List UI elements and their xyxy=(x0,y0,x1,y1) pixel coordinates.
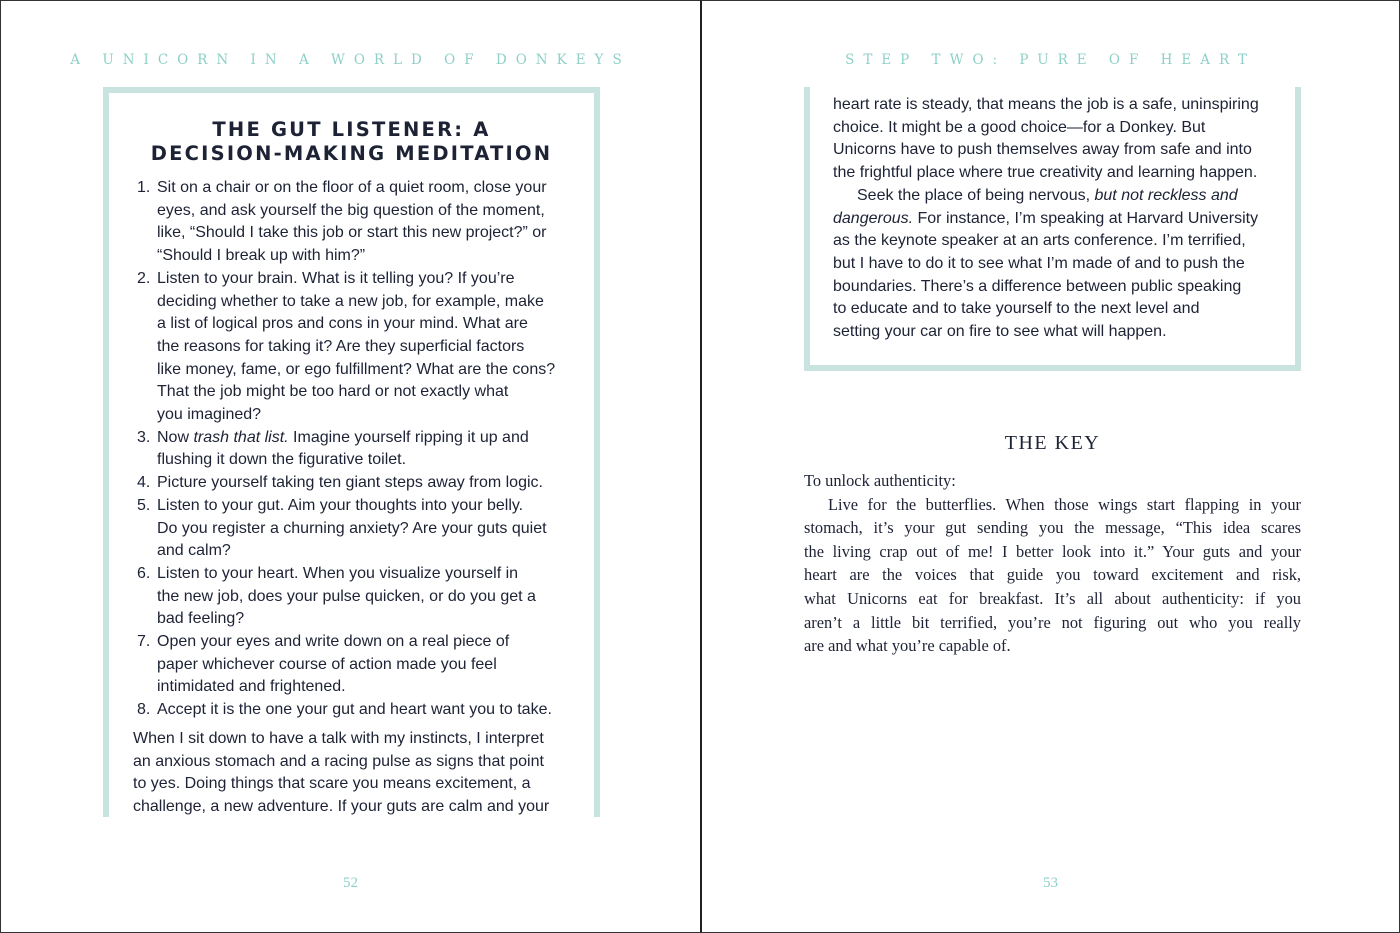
section-heading: THE KEY xyxy=(1004,432,1101,454)
step-number: 5. xyxy=(137,496,151,514)
paragraph-emphasis: but not reckless and xyxy=(1094,186,1238,204)
sidebar-title-line: THE GUT LISTENER: A xyxy=(212,118,491,141)
sidebar-title xyxy=(109,118,594,166)
step-item xyxy=(133,472,583,495)
step-line: flushing it down the figurative toilet. xyxy=(157,451,407,469)
step-line: and calm? xyxy=(157,542,231,560)
paragraph-line: but I have to do it to see what I’m made of and to push the xyxy=(833,254,1245,272)
sidebar-box-continued xyxy=(804,87,1301,371)
step-line: you imagined? xyxy=(157,406,262,424)
paragraph-line: are and what you’re capable of. xyxy=(804,636,1011,656)
step-line: Listen to your brain. What is it telling you? If you’re xyxy=(157,269,515,287)
step-number: 4. xyxy=(137,474,151,492)
paragraph-text: For instance, I’m speaking at Harvard University xyxy=(913,209,1259,227)
step-item xyxy=(133,427,583,472)
step-line xyxy=(157,427,583,450)
sidebar-title-line: DECISION-MAKING MEDITATION xyxy=(150,142,553,165)
paragraph-line: Unicorns have to push themselves away from safe and into xyxy=(833,141,1252,159)
step-line: Open your eyes and write down on a real piece of xyxy=(157,633,510,651)
paragraph-text: Seek the place of being nervous, xyxy=(857,186,1095,204)
running-head: A UNICORN IN A WORLD OF DONKEYS xyxy=(70,52,631,68)
paragraph-line xyxy=(833,185,1293,208)
paragraph-emphasis: dangerous. xyxy=(833,209,914,227)
paragraph-line: to yes. Doing things that scare you means excitement, a xyxy=(133,775,531,793)
right-page xyxy=(700,0,1400,933)
step-line: intimidated and frightened. xyxy=(157,678,346,696)
page-number: 52 xyxy=(343,875,358,891)
paragraph-line: To unlock authenticity: xyxy=(804,471,956,490)
meditation-steps xyxy=(133,177,583,722)
paragraph-line: Live for the butterflies. When those wings start flapping in your xyxy=(828,494,1301,514)
step-item xyxy=(133,631,583,699)
step-item xyxy=(133,495,583,563)
step-line: Picture yourself taking ten giant steps away from logic. xyxy=(157,474,543,492)
paragraph-line: choice. It might be a good choice—for a Donkey. But xyxy=(833,118,1206,136)
paragraph-line: to educate and to take yourself to the next level and xyxy=(833,300,1200,318)
step-line: Do you register a churning anxiety? Are your guts quiet xyxy=(157,519,547,537)
step-item xyxy=(133,268,583,427)
step-line: a list of logical pros and cons in your mind. What are xyxy=(157,315,528,333)
step-item xyxy=(133,563,583,631)
step-line: the new job, does your pulse quicken, or do you get a xyxy=(157,587,536,605)
key-section-body xyxy=(804,469,1301,658)
paragraph-line: as the keynote speaker at an arts conference. I’m terrified, xyxy=(833,232,1246,250)
paragraph-line: the living crap out of me! I better look into it.” Your guts and your xyxy=(804,541,1301,561)
step-number: 2. xyxy=(137,269,151,287)
paragraph-line: the frightful place where true creativity and learning happen. xyxy=(833,164,1258,182)
step-line: bad feeling? xyxy=(157,610,245,628)
step-text: Now xyxy=(157,428,194,446)
paragraph-line: stomach, it’s your gut sending you the message, “This idea scares xyxy=(804,518,1301,538)
paragraph-line: aren’t a little bit terrified, you’re not figuring out who you really xyxy=(804,612,1301,632)
step-emphasis: trash that list. xyxy=(193,428,289,446)
step-item xyxy=(133,177,583,268)
step-line: paper whichever course of action made you feel xyxy=(157,655,497,673)
step-line: deciding whether to take a new job, for example, make xyxy=(157,292,544,310)
step-line: Accept it is the one your gut and heart want you to take. xyxy=(157,701,552,719)
paragraph-line xyxy=(833,208,1293,231)
step-item xyxy=(133,699,583,722)
step-line: like money, fame, or ego fulfillment? What are the cons? xyxy=(157,360,556,378)
paragraph-line: heart rate is steady, that means the job is a safe, uninspiring xyxy=(833,96,1259,113)
step-line: eyes, and ask yourself the big question of the moment, xyxy=(157,201,545,219)
step-line: That the job might be too hard or not exactly what xyxy=(157,383,509,401)
page-number: 53 xyxy=(1043,875,1058,891)
sidebar-box xyxy=(103,87,600,817)
step-number: 6. xyxy=(137,564,151,582)
paragraph-line: challenge, a new adventure. If your guts are calm and your xyxy=(133,798,550,816)
paragraph-line: an anxious stomach and a racing pulse as signs that point xyxy=(133,752,544,770)
paragraph-line: heart are the voices that guide you toward excitement and risk, xyxy=(804,565,1301,585)
step-line: Sit on a chair or on the floor of a quiet room, close your xyxy=(157,179,547,196)
running-head: STEP TWO: PURE OF HEART xyxy=(845,52,1256,68)
step-line: Listen to your heart. When you visualize yourself in xyxy=(157,564,519,582)
paragraph-line: boundaries. There’s a difference between public speaking xyxy=(833,277,1242,295)
step-number: 7. xyxy=(137,633,151,651)
step-number: 1. xyxy=(137,179,151,196)
step-text: Imagine yourself ripping it up and xyxy=(288,428,529,446)
step-line: Listen to your gut. Aim your thoughts into your belly. xyxy=(157,496,524,514)
paragraph-line: When I sit down to have a talk with my instincts, I interpret xyxy=(133,730,544,747)
paragraph-line: what Unicorns eat for breakfast. It’s all about authenticity: if you xyxy=(804,588,1301,608)
paragraph-line: setting your car on fire to see what will happen. xyxy=(833,323,1167,341)
step-line: like, “Should I take this job or start this new project?” or xyxy=(157,224,547,242)
step-number: 3. xyxy=(137,428,151,446)
step-number: 8. xyxy=(137,701,151,719)
sidebar-continued-text xyxy=(833,94,1293,344)
sidebar-closing-paragraph xyxy=(133,728,593,819)
step-line: the reasons for taking it? Are they superficial factors xyxy=(157,337,525,355)
step-line: “Should I break up with him?” xyxy=(157,247,366,265)
